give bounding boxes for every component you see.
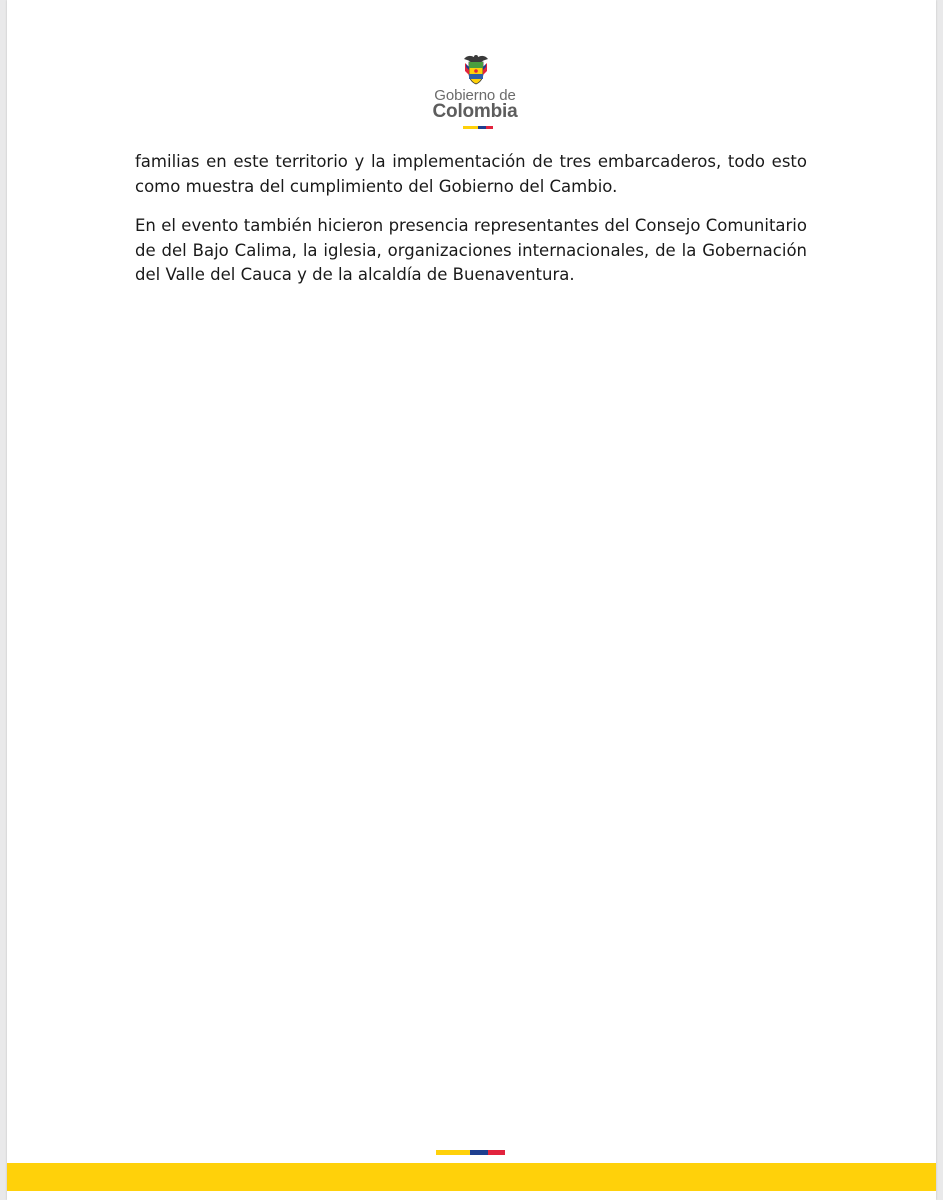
paragraph-2: En el evento también hicieron presencia representantes del Consejo Comunitario de del Bajo Calima, la iglesia, organizaciones internacionales, de la Gobernación del Valle del Cauca y de la alcaldía de Buenaventura. — [135, 216, 807, 284]
logo-text-colombia: Colombia — [432, 101, 518, 122]
footer-flag-stripe — [436, 1150, 505, 1155]
footer-flag-yellow-segment — [436, 1150, 470, 1155]
flag-yellow-segment — [463, 126, 478, 129]
footer-flag-blue-segment — [470, 1150, 488, 1155]
paragraph-1: familias en este territorio y la implementación de tres embarcaderos, todo esto como muestra del cumplimiento del Gobierno del Cambio. — [135, 152, 807, 196]
logo-flag-stripe — [463, 126, 493, 129]
colombia-coat-of-arms-icon — [462, 53, 490, 87]
flag-red-segment — [486, 126, 493, 129]
document-body — [135, 150, 807, 303]
footer-flag-red-segment — [488, 1150, 505, 1155]
gobierno-de-colombia-logo — [415, 50, 535, 132]
footer-yellow-band — [7, 1163, 936, 1191]
flag-blue-segment — [478, 126, 486, 129]
document-page — [7, 0, 936, 1200]
logo-text-gobierno-de: Gobierno de — [434, 87, 516, 104]
